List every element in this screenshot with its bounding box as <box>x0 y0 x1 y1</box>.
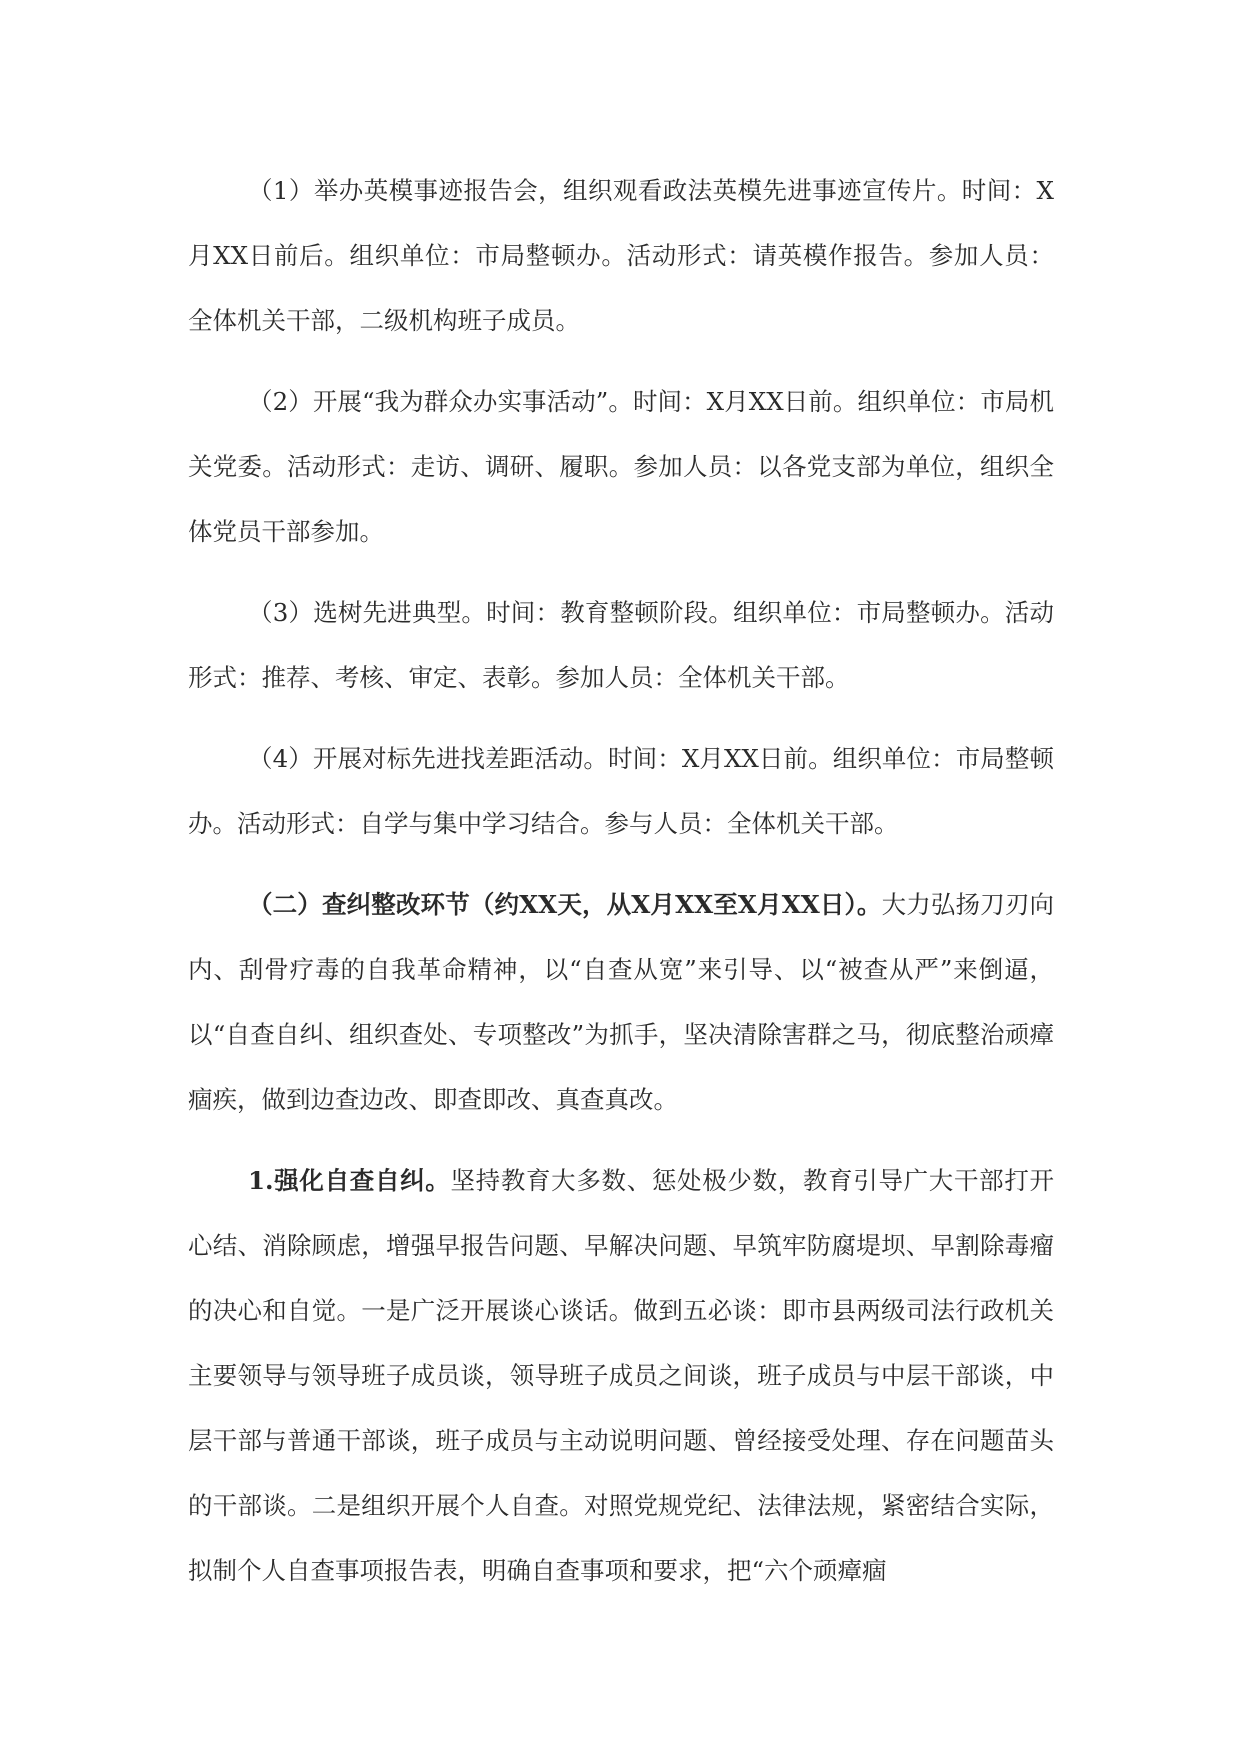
paragraph-4-text: （4）开展对标先进找差距活动。时间：X月XX日前。组织单位：市局整顿办。活动形式：自学与集中学习结合。参与人员：全体机关干部。 <box>188 744 1054 838</box>
section-heading-paragraph <box>188 872 1054 1132</box>
section-heading-text: 大力弘扬刀刃向内、刮骨疗毒的自我革命精神，以“自查从宽”来引导、以“被查从严”来倒逼，以“自查自纠、组织查处、专项整改”为抓手，坚决清除害群之马，彻底整治顽瘴痼疾，做到边查边改、即查即改、真查真改。 <box>188 890 1054 1114</box>
paragraph-2 <box>188 369 1054 564</box>
section-heading-lead: （二）查纠整改环节（约XX天，从X月XX至X月XX日）。 <box>248 890 882 919</box>
paragraph-3 <box>188 580 1054 710</box>
document-page <box>188 158 1054 1619</box>
paragraph-4 <box>188 726 1054 856</box>
paragraph-1 <box>188 158 1054 353</box>
paragraph-1-text: （1）举办英模事迹报告会，组织观看政法英模先进事迹宣传片。时间：X月XX日前后。组织单位：市局整顿办。活动形式：请英模作报告。参加人员：全体机关干部，二级机构班子成员。 <box>188 176 1054 335</box>
subsection-lead: 1.强化自查自纠。 <box>248 1166 451 1195</box>
paragraph-3-text: （3）选树先进典型。时间：教育整顿阶段。组织单位：市局整顿办。活动形式：推荐、考核、审定、表彰。参加人员：全体机关干部。 <box>188 598 1054 692</box>
subsection-paragraph <box>188 1148 1054 1603</box>
paragraph-2-text: （2）开展“我为群众办实事活动”。时间：X月XX日前。组织单位：市局机关党委。活动形式：走访、调研、履职。参加人员：以各党支部为单位，组织全体党员干部参加。 <box>188 387 1054 546</box>
subsection-text: 坚持教育大多数、惩处极少数，教育引导广大干部打开心结、消除顾虑，增强早报告问题、早解决问题、早筑牢防腐堤坝、早割除毒瘤的决心和自觉。一是广泛开展谈心谈话。做到五必谈：即市县两级司法行政机关主要领导与领导班子成员谈，领导班子成员之间谈，班子成员与中层干部谈，中层干部与普通干部谈，班子成员与主动说明问题、曾经接受处理、存在问题苗头的干部谈。二是组织开展个人自查。对照党规党纪、法律法规，紧密结合实际，拟制个人自查事项报告表，明确自查事项和要求，把“六个顽瘴痼 <box>188 1166 1055 1585</box>
